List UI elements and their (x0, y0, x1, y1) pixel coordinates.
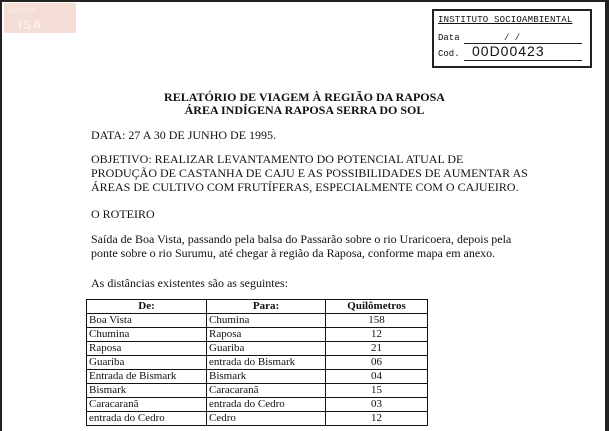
cell-from: Caracaranã (87, 398, 207, 412)
stamp-code-value: 00D00423 (472, 43, 545, 59)
cell-from: Guariba (87, 356, 207, 370)
cell-from: Bismark (87, 384, 207, 398)
cell-from: Raposa (87, 342, 207, 356)
cell-km: 158 (326, 314, 428, 328)
cell-km: 12 (326, 412, 428, 426)
stamp-institution: INSTITUTO SOCIOAMBIENTAL (438, 15, 573, 25)
report-title-line-2: ÁREA INDÍGENA RAPOSA SERRA DO SOL (184, 103, 425, 117)
stamp-code-line (464, 60, 582, 61)
archive-stamp (432, 9, 592, 68)
objective-paragraph: OBJETIVO: REALIZAR LEVANTAMENTO DO POTENCIAL ATUAL DE PRODUÇÃO DE CASTANHA DE CAJU E AS POSSIBILIDADES DE AUMENTAR AS ÁREAS DE CULTIVO COM FRUTÍFERAS, ESPECIALMENTE COM O CAJUEIRO. (91, 152, 528, 194)
table-row (87, 412, 428, 426)
cell-km: 04 (326, 370, 428, 384)
table-row (87, 384, 428, 398)
cell-km: 03 (326, 398, 428, 412)
cell-km: 21 (326, 342, 428, 356)
logo-line-2: ISA (18, 17, 43, 32)
roteiro-heading: O ROTEIRO (91, 207, 155, 221)
table-row (87, 342, 428, 356)
table-row (87, 356, 428, 370)
cell-from: Chumina (87, 328, 207, 342)
header-to: Para: (207, 300, 326, 314)
report-title-line-1: RELATÓRIO DE VIAGEM À REGIÃO DA RAPOSA (164, 90, 445, 104)
header-from: De: (87, 300, 207, 314)
cell-to: Cedro (207, 412, 326, 426)
page-border-left (0, 0, 2, 431)
page-border-right (605, 0, 609, 431)
cell-to: Chumina (207, 314, 326, 328)
cell-from: entrada do Cedro (87, 412, 207, 426)
header-km: Quilômetros (326, 300, 428, 314)
route-paragraph: Saída de Boa Vista, passando pela balsa do Passarão sobre o rio Uraricoera, depois pela ponte sobre o rio Surumu, até chegar à região da Raposa, conforme mapa em anexo. (91, 232, 512, 260)
cell-to: entrada do Bismark (207, 356, 326, 370)
cell-km: 12 (326, 328, 428, 342)
cell-to: Guariba (207, 342, 326, 356)
cell-from: Entrada de Bismark (87, 370, 207, 384)
cell-to: Raposa (207, 328, 326, 342)
stamp-code-label: Cod. (438, 49, 460, 59)
stamp-date-label: Data (438, 33, 460, 43)
table-row (87, 314, 428, 328)
cell-to: Caracaranã (207, 384, 326, 398)
stamp-date-value: / / (504, 33, 521, 43)
logo-line-1: acervo (8, 5, 36, 15)
cell-from: Boa Vista (87, 314, 207, 328)
table-row (87, 398, 428, 412)
page-border-top (0, 0, 609, 2)
table-row (87, 370, 428, 384)
table-header-row (87, 300, 428, 314)
distances-intro: As distâncias existentes são as seguintes: (91, 276, 288, 290)
distances-table (86, 299, 428, 426)
table-row (87, 328, 428, 342)
date-line: DATA: 27 A 30 DE JUNHO DE 1995. (91, 128, 277, 142)
cell-to: entrada do Cedro (207, 398, 326, 412)
acervo-isa-logo (4, 3, 76, 33)
cell-km: 15 (326, 384, 428, 398)
cell-km: 06 (326, 356, 428, 370)
cell-to: Bismark (207, 370, 326, 384)
